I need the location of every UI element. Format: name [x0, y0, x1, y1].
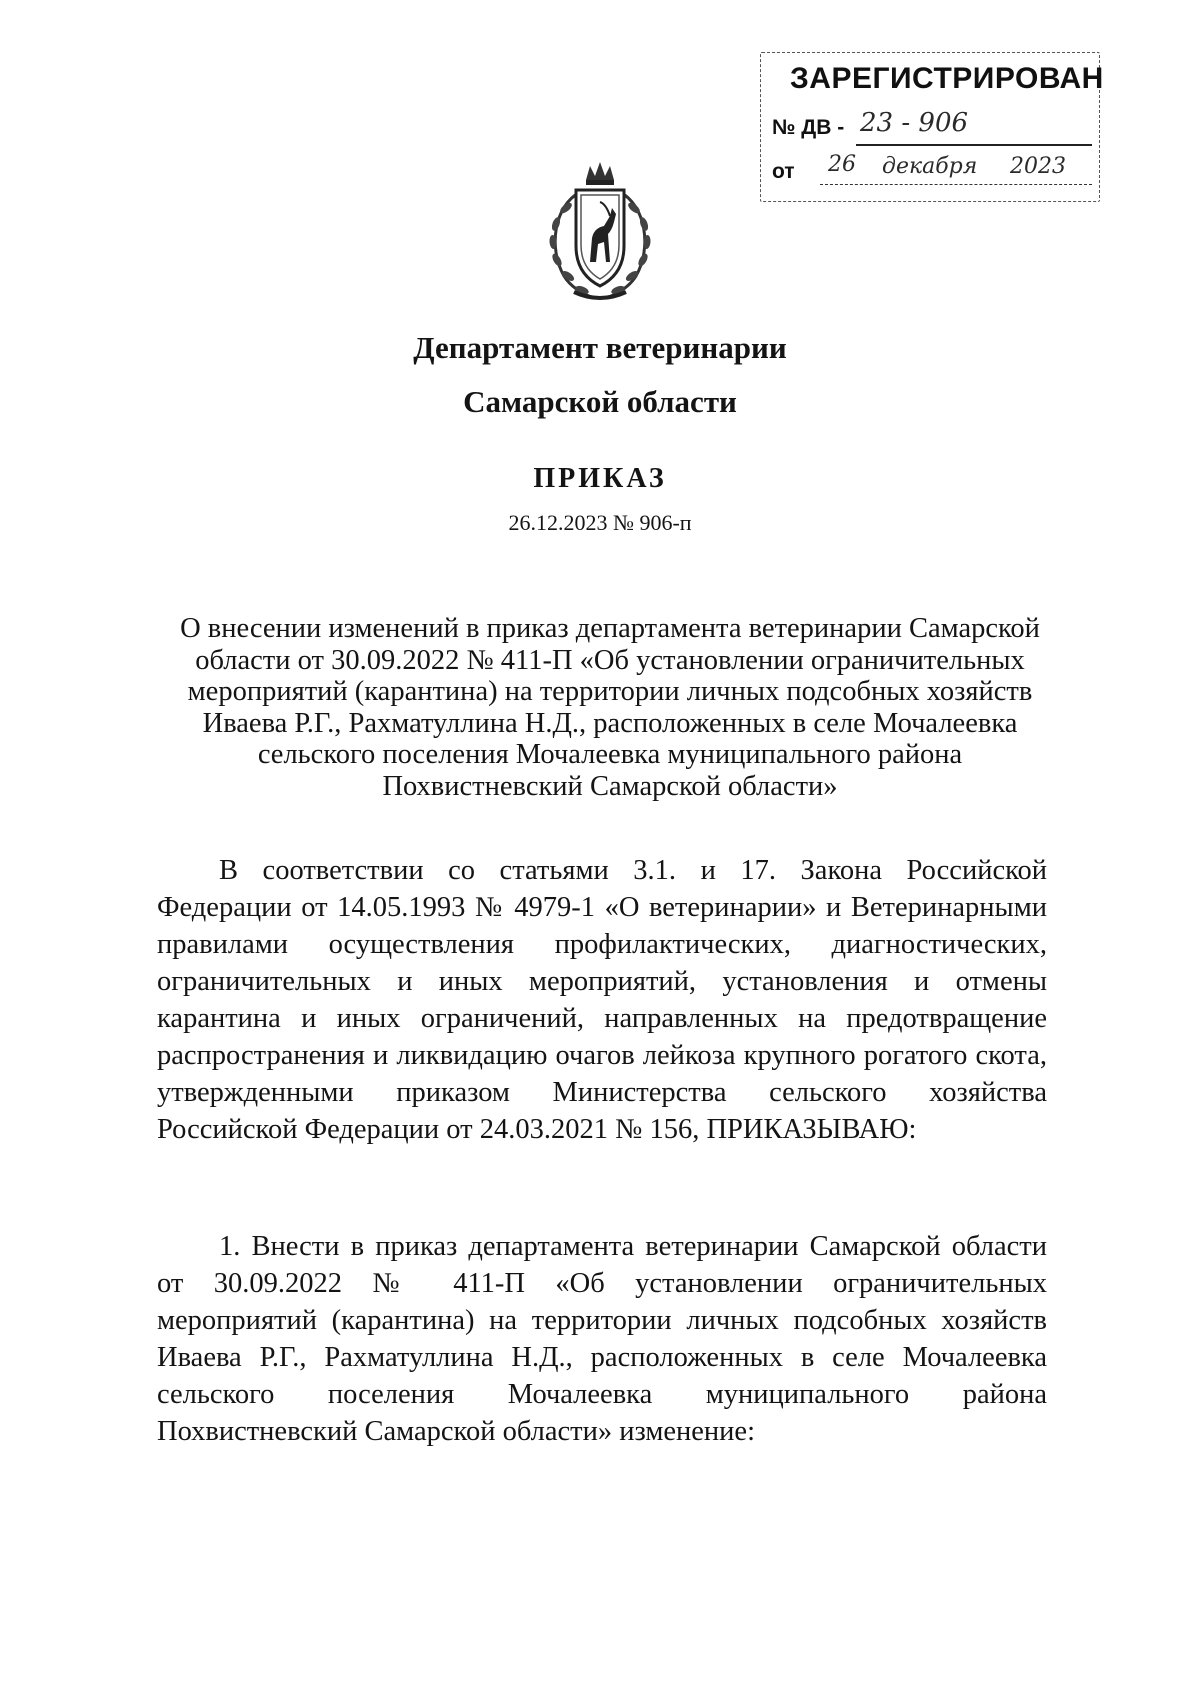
stamp-date-month: декабря	[882, 154, 978, 179]
stamp-date-year: 2023	[1010, 154, 1066, 179]
stamp-title: ЗАРЕГИСТРИРОВАН	[790, 62, 1104, 95]
document-subject: О внесении изменений в приказ департамента ветеринарии Самарской области от 30.09.2022 № 411-П «Об установлении ограничительных мероприятий (карантина) на территории личных подсобных хозяйств Иваева Р.Г., Рахматуллина Н.Д., расположенных в селе Мочалеевка сельского поселения Мочалеевка муниципального района Похвистневский Самарской области»	[180, 613, 1040, 802]
registration-stamp	[760, 52, 1104, 202]
stamp-date-prefix: от	[772, 160, 795, 183]
stamp-date-day: 26	[828, 152, 856, 177]
document-type: ПРИКАЗ	[533, 463, 667, 494]
coat-of-arms-icon	[540, 158, 660, 306]
preamble-paragraph	[157, 852, 1047, 1148]
item-1-text: 1. Внести в приказ департамента ветеринарии Самарской области от 30.09.2022 № 411-П «Об установлении ограничительных мероприятий (карантина) на территории личных подсобных хозяйств Иваева Р.Г., Рахматуллина Н.Д., расположенных в селе Мочалеевка сельского поселения Мочалеевка муниципального района Похвистневский Самарской области» изменение:	[157, 1231, 1047, 1447]
stamp-number-underline	[856, 144, 1092, 146]
stamp-number-handwritten: 23 - 906	[860, 108, 969, 138]
preamble-text: В соответствии со статьями 3.1. и 17. Закона Российской Федерации от 14.05.1993 № 4979-1 «О ветеринарии» и Ветеринарными правилами осуществления профилактических, диагностических, ограничительных и иных мероприятий, установления и отмены карантина и иных ограничений, направленных на предотвращение распространения и ликвидацию очагов лейкоза крупного рогатого скота, утвержденными приказом Министерства сельского хозяйства Российской Федерации от 24.03.2021 № 156, ПРИКАЗЫВАЮ:	[157, 855, 1047, 1145]
department-name-line1: Департамент ветеринарии	[413, 330, 787, 365]
stamp-number-prefix: № ДВ -	[772, 116, 845, 139]
stamp-date-underline	[820, 184, 1092, 185]
document-number: 26.12.2023 № 906-п	[508, 510, 692, 535]
department-name-line2: Самарской области	[463, 384, 737, 419]
item-1-paragraph	[157, 1228, 1047, 1450]
